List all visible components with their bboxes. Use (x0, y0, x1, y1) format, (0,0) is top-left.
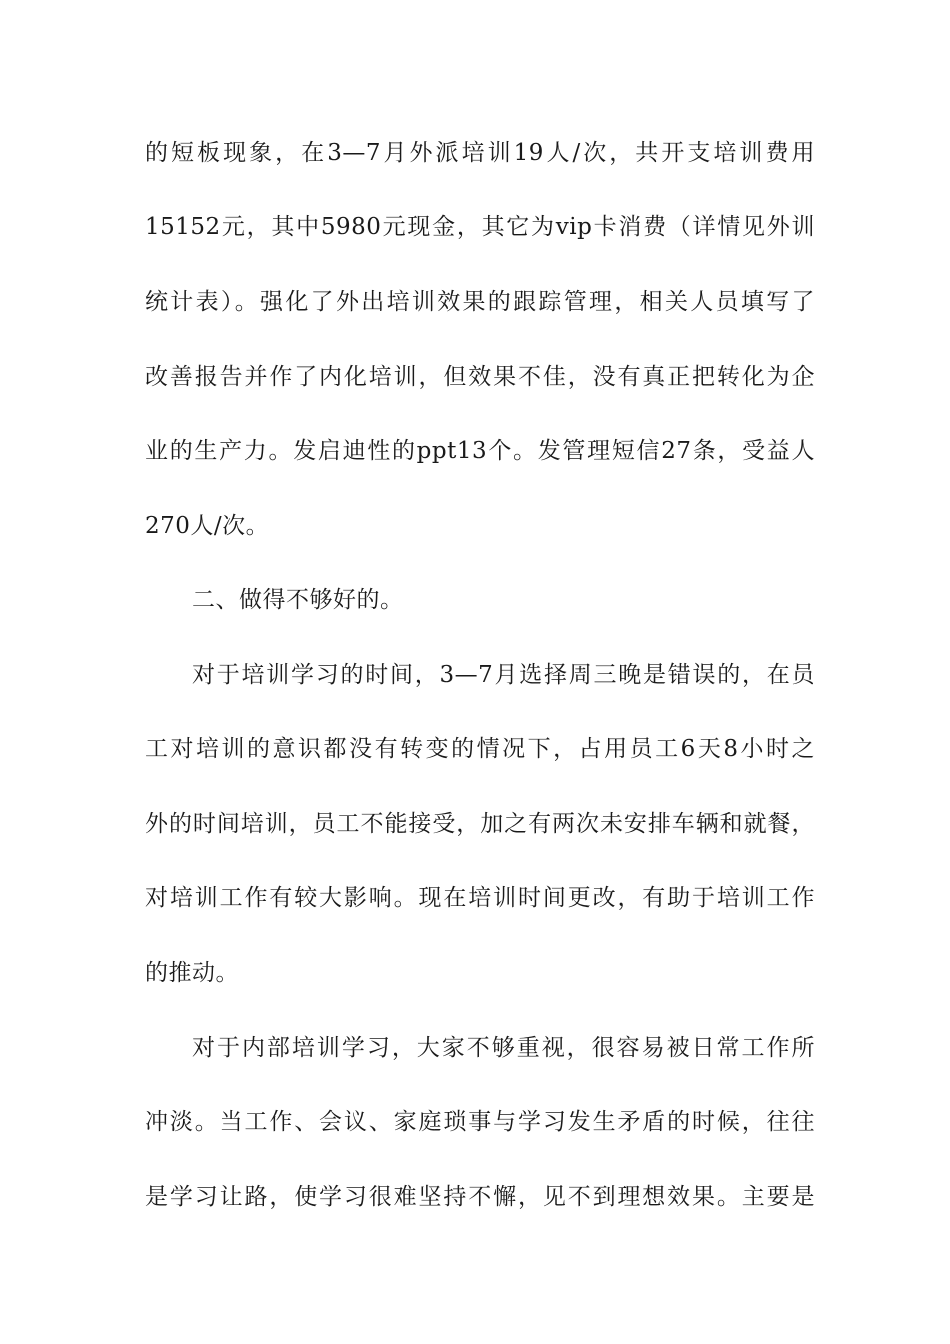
text-line: 业的生产力。发启迪性的ppt13个。发管理短信27条，受益人 (145, 438, 815, 464)
text-line: 的短板现象，在3—7月外派培训19人/次，共开支培训费用 (145, 140, 815, 166)
text-line: 改善报告并作了内化培训，但效果不佳，没有真正把转化为企 (145, 364, 815, 390)
text-line: 外的时间培训，员工不能接受，加之有两次未安排车辆和就餐， (145, 811, 815, 837)
text-line: 对于内部培训学习，大家不够重视，很容易被日常工作所 (192, 1035, 815, 1061)
text-line: 是学习让路，使学习很难坚持不懈，见不到理想效果。主要是 (145, 1184, 815, 1210)
text-line: 统计表）。强化了外出培训效果的跟踪管理，相关人员填写了 (145, 289, 815, 315)
text-line: 的推动。 (145, 960, 239, 986)
section-heading: 二、做得不够好的。 (192, 587, 404, 613)
text-line: 冲淡。当工作、会议、家庭琐事与学习发生矛盾的时候，往往 (145, 1109, 815, 1135)
text-line: 对于培训学习的时间，3—7月选择周三晚是错误的，在员 (192, 662, 815, 688)
text-line: 270人/次。 (145, 513, 270, 539)
text-line: 对培训工作有较大影响。现在培训时间更改，有助于培训工作 (145, 885, 815, 911)
text-line: 15152元，其中5980元现金，其它为vip卡消费（详情见外训 (145, 214, 815, 240)
text-line: 工对培训的意识都没有转变的情况下，占用员工6天8小时之 (145, 736, 815, 762)
